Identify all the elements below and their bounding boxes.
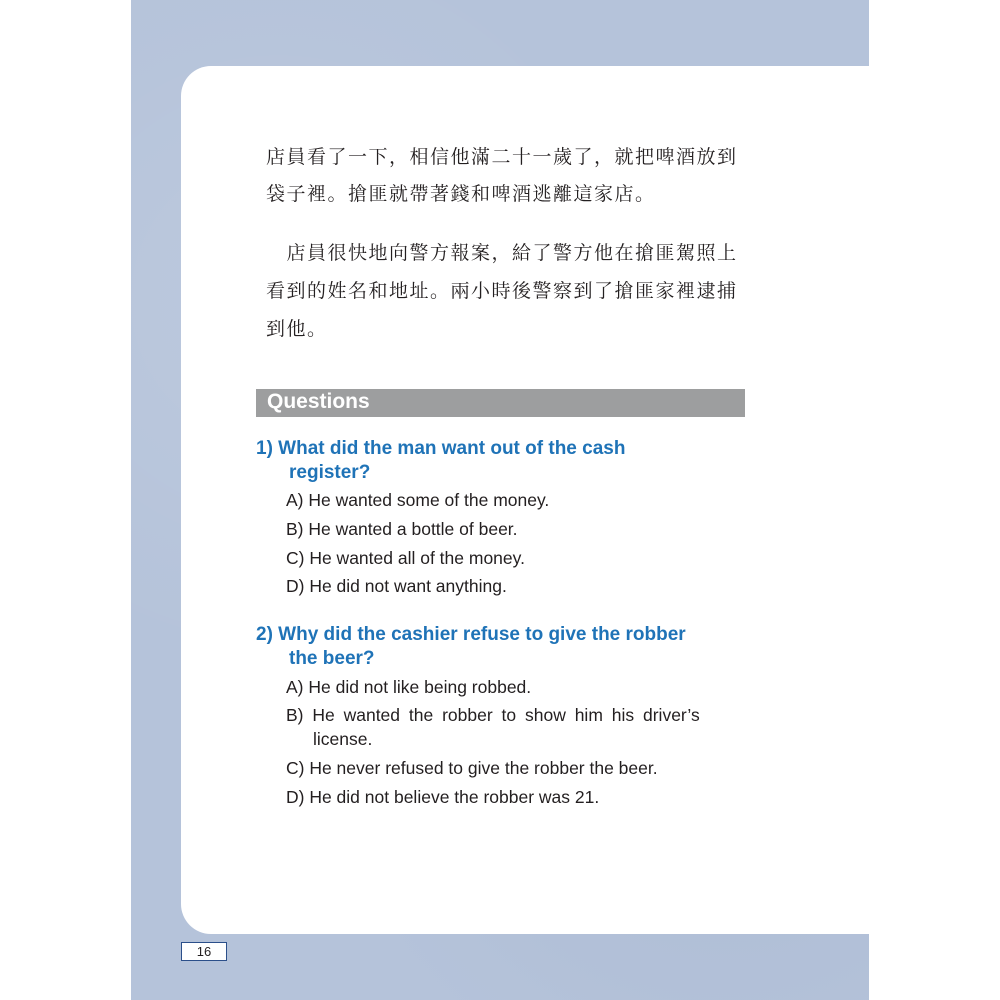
question-1 (256, 437, 751, 485)
passage-line-4: 看到的姓名和地址。兩小時後警察到了搶匪家裡逮捕 (266, 280, 738, 302)
question-2-option-a: A) He did not like being robbed. (286, 677, 532, 697)
passage-line-5: 到他。 (266, 318, 328, 340)
question-2-option-b: B) He wanted the robber to show him his driver’s (286, 705, 700, 725)
question-2-line-2: the beer? (289, 648, 375, 669)
question-2 (256, 623, 751, 671)
question-1-line-1: 1) What did the man want out of the cash (256, 438, 626, 459)
question-2-option-b-continued: license. (313, 729, 373, 749)
passage-line-3: 店員很快地向警方報案，給了警方他在搶匪駕照上 (266, 242, 738, 264)
question-1-option-b: B) He wanted a bottle of beer. (286, 519, 518, 539)
passage-line-2: 袋子裡。搶匪就帶著錢和啤酒逃離這家店。 (266, 183, 656, 205)
question-1-option-d: D) He did not want anything. (286, 576, 507, 596)
question-1-option-a: A) He wanted some of the money. (286, 490, 550, 510)
questions-header-bar (256, 389, 745, 417)
question-1-option-c: C) He wanted all of the money. (286, 548, 525, 568)
question-1-line-2: register? (289, 462, 371, 483)
question-2-option-d: D) He did not believe the robber was 21. (286, 787, 600, 807)
questions-heading: Questions (267, 390, 370, 413)
question-2-line-1: 2) Why did the cashier refuse to give the robber (256, 624, 686, 645)
question-2-option-c: C) He never refused to give the robber the beer. (286, 758, 658, 778)
passage-line-1: 店員看了一下，相信他滿二十一歲了，就把啤酒放到 (266, 146, 738, 168)
page-number: 16 (181, 942, 227, 961)
